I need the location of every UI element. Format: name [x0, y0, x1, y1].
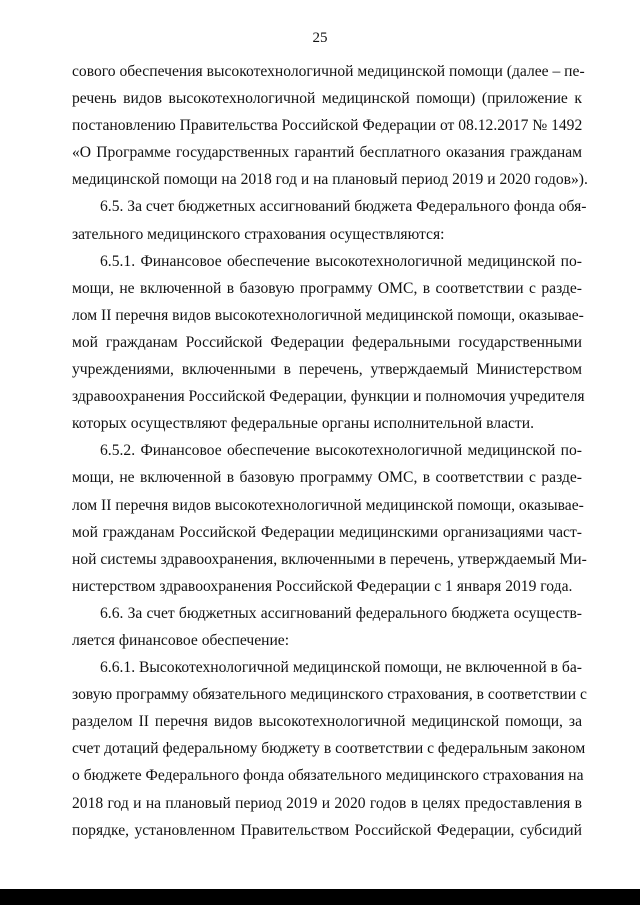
- text-line: 2018 год и на плановый период 2019 и 2020 годов в целях предоставления в: [72, 794, 582, 812]
- paragraph-6-6: [72, 600, 582, 654]
- text-line: разделом II перечня видов высокотехнологичной медицинской помощи, за: [72, 713, 582, 731]
- text-line: лом II перечня видов высокотехнологичной медицинской помощи, оказывае-: [72, 496, 584, 514]
- text-line: порядке, установленном Правительством Российской Федерации, субсидий: [72, 821, 582, 839]
- document-body: [72, 58, 588, 844]
- text-line: мой гражданам Российской Федерации федеральными государственными: [72, 333, 582, 351]
- text-line: 6.5. За счет бюджетных ассигнований бюджета Федерального фонда обя-: [100, 198, 587, 216]
- text-line: медицинской помощи на 2018 год и на плановый период 2019 и 2020 годов»).: [72, 171, 588, 189]
- text-line: учреждениями, включенными в перечень, утверждаемый Министерством: [72, 361, 582, 379]
- text-line: мощи, не включенной в базовую программу ОМС, в соответствии с разде-: [72, 279, 582, 297]
- page-number: 25: [312, 30, 328, 46]
- paragraph-continuation: [72, 58, 588, 193]
- text-line: которых осуществляют федеральные органы исполнительной власти.: [72, 415, 534, 433]
- text-line: речень видов высокотехнологичной медицинской помощи) (приложение к: [72, 90, 582, 108]
- text-line: мой гражданам Российской Федерации медицинскими организациями част-: [72, 523, 582, 541]
- text-line: 6.5.2. Финансовое обеспечение высокотехнологичной медицинской по-: [100, 442, 582, 460]
- text-line: ной системы здравоохранения, включенными в перечень, утверждаемый Ми-: [72, 550, 587, 568]
- paragraph-6-5-1: [72, 248, 585, 438]
- text-line: нистерством здравоохранения Российской Федерации с 1 января 2019 года.: [72, 577, 573, 595]
- text-line: лом II перечня видов высокотехнологичной медицинской помощи, оказывае-: [72, 306, 584, 324]
- text-line: ляется финансовое обеспечение:: [72, 631, 290, 649]
- text-line: счет дотаций федеральному бюджету в соответствии с федеральным законом: [72, 740, 586, 758]
- text-line: мощи, не включенной в базовую программу ОМС, в соответствии с разде-: [72, 469, 582, 487]
- scan-bottom-edge: [0, 889, 640, 905]
- text-line: о бюджете Федерального фонда обязательного медицинского страхования на: [72, 767, 584, 785]
- text-line: постановлению Правительства Российской Федерации от 08.12.2017 № 1492: [72, 117, 583, 135]
- paragraph-6-5-2: [72, 437, 587, 600]
- text-line: сового обеспечения высокотехнологичной медицинской помощи (далее – пе-: [72, 63, 585, 80]
- text-line: зовую программу обязательного медицинского страхования, в соответствии с: [72, 686, 587, 704]
- text-line: здравоохранения Российской Федерации, функции и полномочия учредителя: [72, 388, 585, 406]
- paragraph-6-5: [72, 193, 587, 247]
- text-line: 6.5.1. Финансовое обеспечение высокотехнологичной медицинской по-: [100, 252, 582, 270]
- paragraph-6-6-1: [72, 654, 587, 844]
- text-line: зательного медицинского страхования осуществляются:: [72, 225, 445, 243]
- text-line: «О Программе государственных гарантий бесплатного оказания гражданам: [72, 144, 582, 162]
- text-line: 6.6. За счет бюджетных ассигнований федерального бюджета осуществ-: [100, 604, 582, 622]
- text-line: 6.6.1. Высокотехнологичной медицинской помощи, не включенной в ба-: [100, 659, 582, 677]
